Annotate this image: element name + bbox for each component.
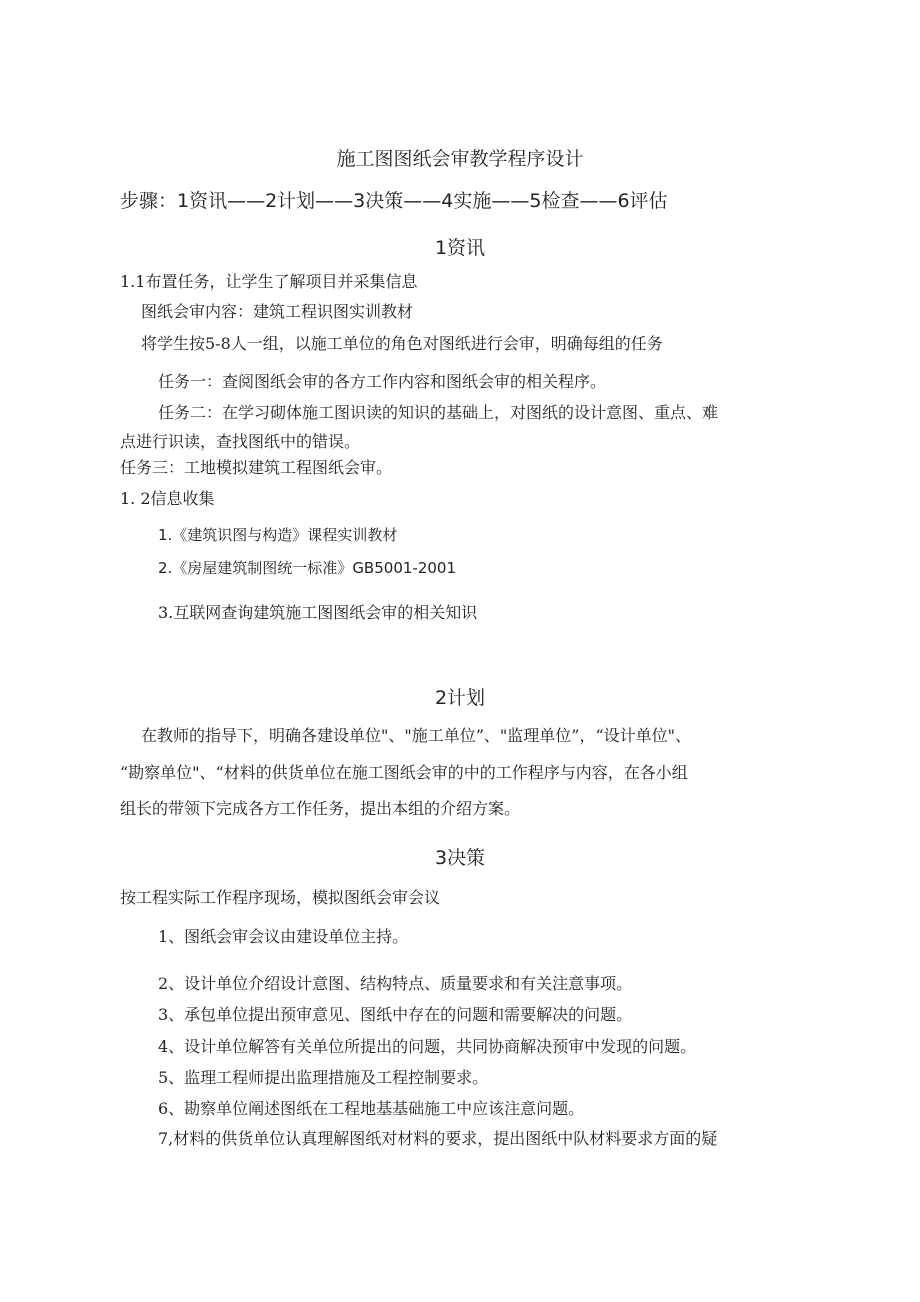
decision-item: 5、监理工程师提出监理措施及工程控制要求。 [158, 1068, 489, 1087]
decision-item: 3、承包单位提出预审意见、图纸中存在的问题和需要解决的问题。 [158, 1005, 633, 1024]
info-item-3: 3.互联网查询建筑施工图图纸会审的相关知识 [158, 603, 478, 622]
review-content-line: 图纸会审内容：建筑工程识图实训教材 [141, 302, 414, 321]
section-2-heading: 2计划 [434, 687, 486, 709]
section-1-heading: 1资讯 [434, 237, 486, 259]
task-one: 任务一：查阅图纸会审的各方工作内容和图纸会审的相关程序。 [158, 372, 607, 391]
steps-line: 步骤：1资讯——2计划——3决策——4实施——5检查——6评估 [120, 190, 668, 212]
info-item-1: 1.《建筑识图与构造》课程实训教材 [158, 526, 398, 544]
decision-intro: 按工程实际工作程序现场，模拟图纸会审会议 [120, 888, 441, 907]
decision-item: 2、设计单位介绍设计意图、结构特点、质量要求和有关注意事项。 [158, 974, 633, 993]
task-three: 任务三：工地模拟建筑工程图纸会审。 [120, 458, 393, 477]
info-collection-heading: 1. 2信息收集 [120, 489, 215, 508]
task-two-line-1: 任务二：在学习砌体施工图识读的知识的基础上，对图纸的设计意图、重点、难 [158, 403, 719, 422]
info-item-2: 2.《房屋建筑制图统一标准》GB5001-2001 [158, 559, 456, 577]
plan-line-3: 组长的带领下完成各方工作任务，提出本组的介绍方案。 [120, 799, 521, 818]
section-3-heading: 3决策 [434, 847, 486, 869]
task-two-line-2: 点进行识读，查找图纸中的错误。 [120, 432, 361, 451]
decision-item: 6、勘察单位阐述图纸在工程地基基础施工中应该注意问题。 [158, 1099, 585, 1118]
decision-item: 4、设计单位解答有关单位所提出的问题，共同协商解决预审中发现的问题。 [158, 1037, 697, 1056]
grouping-line: 将学生按5-8人一组，以施工单位的角色对图纸进行会审，明确每组的任务 [141, 334, 663, 353]
decision-item: 7,材料的供货单位认真理解图纸对材料的要求，提出图纸中队材料要求方面的疑 [158, 1129, 718, 1148]
plan-line-2: “勘察单位"、“材料的供货单位在施工图纸会审的中的工作程序与内容，在各小组 [120, 763, 688, 782]
document-title: 施工图图纸会审教学程序设计 [336, 148, 584, 170]
task-assignment-heading: 1.1布置任务，让学生了解项目并采集信息 [120, 272, 418, 291]
plan-line-1: 在教师的指导下，明确各建设单位"、"施工单位”、"监理单位”，“设计单位"、 [141, 726, 691, 745]
decision-item: 1、图纸会审会议由建设单位主持。 [158, 927, 409, 946]
